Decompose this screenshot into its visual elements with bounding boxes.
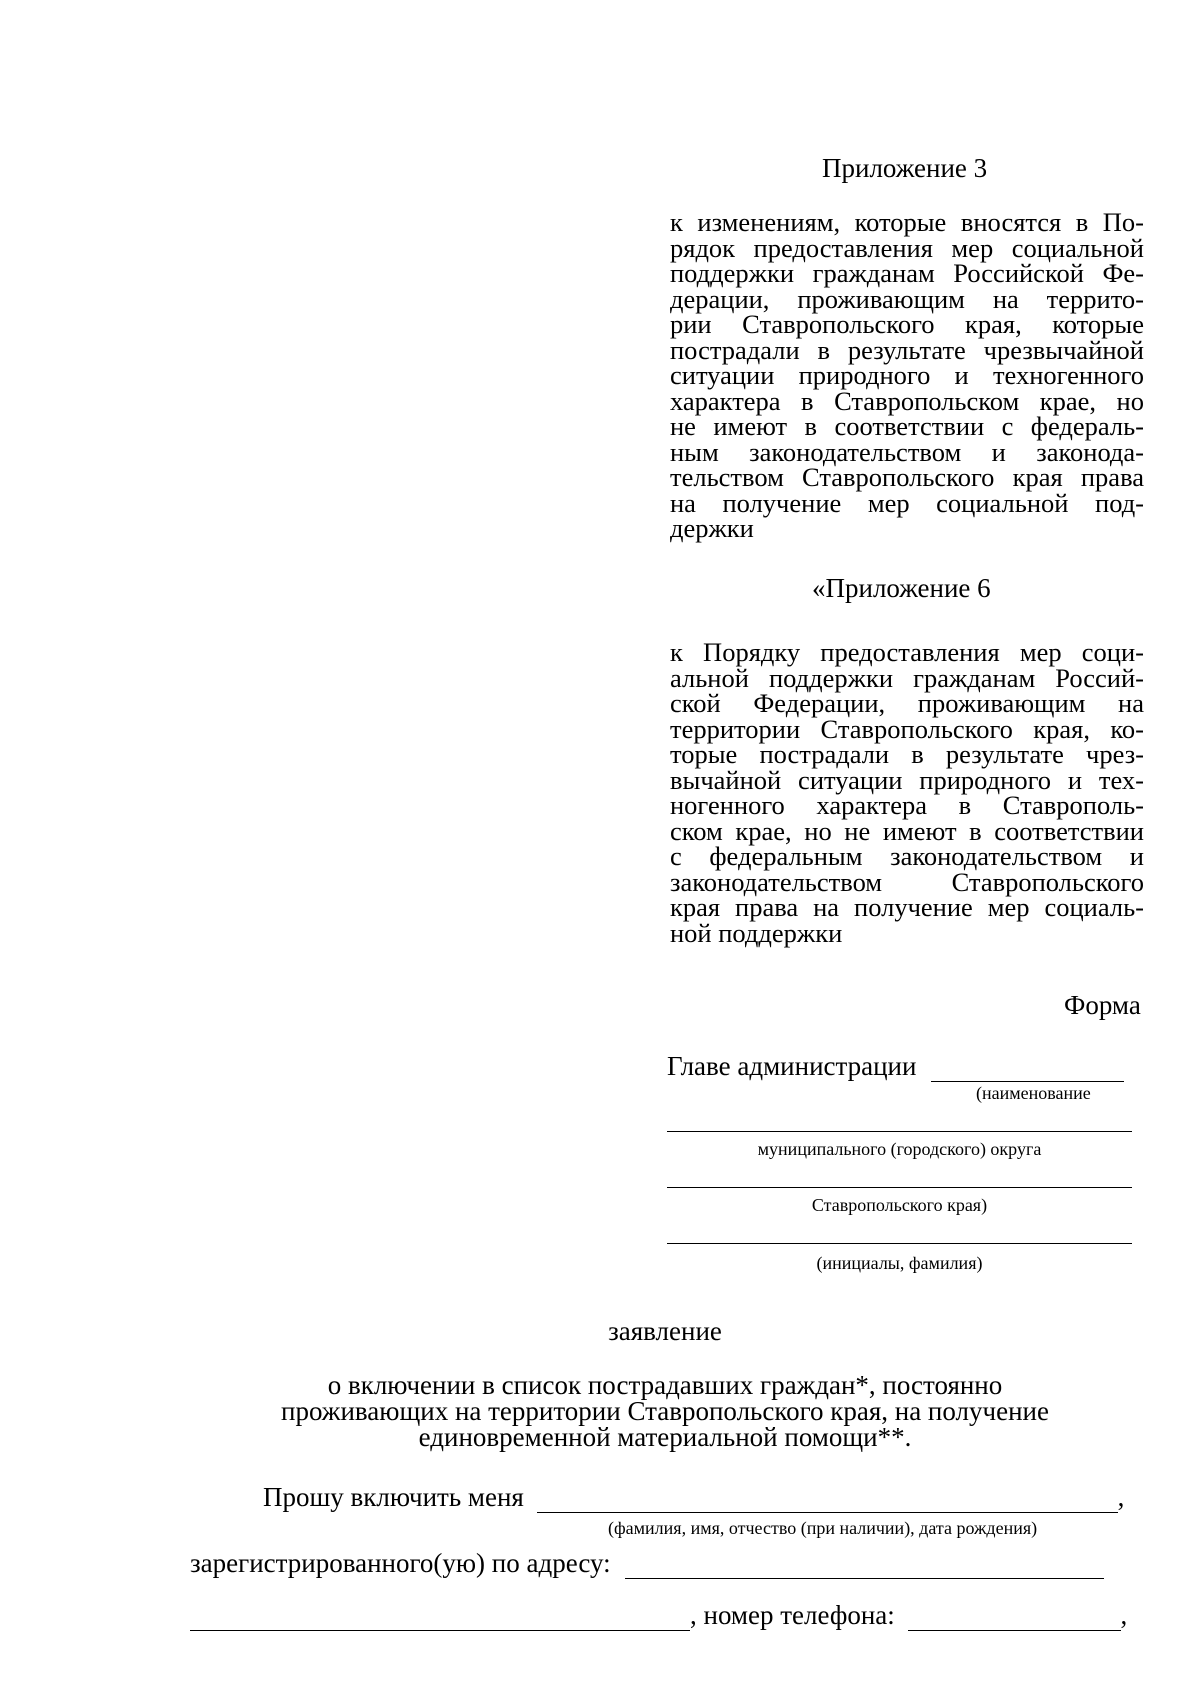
appendix-6-text-line-12: ной поддержки [670,917,843,948]
appendix-3-text-line-10: ным законодательством и законода- [670,436,1144,467]
phone-row [190,1600,1127,1631]
phone-comma: , [1120,1600,1128,1630]
appendix-3-text-line-9: не имеют в соответствии с федераль- [670,411,1144,441]
appendix-6-text-line-7: ногенного характера в Ставрополь- [670,790,1144,820]
form-label: Форма [1064,990,1141,1020]
appendix-6-text-line-2: альной поддержки гражданам Россий- [670,662,1144,693]
caption-district: муниципального (городского) округа [757,1139,1042,1159]
full-name-field[interactable] [537,1482,1118,1513]
appendix-3-text-line-6: пострадали в результате чрезвычайной [670,334,1144,365]
appendix-6-text-line-6: вычайной ситуации природного и тех- [670,764,1144,795]
statement-subtitle-line-3: единовременной материальной помощи**. [418,1422,912,1452]
district-line[interactable] [667,1131,1132,1132]
appendix-6-text-line-10: законодательством Ставропольского [670,866,1144,897]
appendix-3-text-line-3: поддержки гражданам Российской Фе- [670,258,1144,288]
appendix-3-text-line-12: на получение мер социальной под- [670,487,1144,518]
addressee-label: Главе администрации [667,1051,917,1081]
appendix-3-text-line-13: держки [670,513,754,543]
appendix-6-text-line-8: ском крае, но не имеют в соответствии [670,815,1144,846]
appendix-6-text-line-4: территории Ставропольского края, ко- [670,713,1144,744]
caption-region: Ставропольского края) [811,1195,988,1215]
addressee-name-field[interactable] [931,1051,1124,1082]
appendix-6-text-line-5: торые пострадали в результате чрез- [670,739,1144,769]
request-row [263,1482,1124,1513]
appendix-3-title: Приложение 3 [822,153,988,183]
appendix-3-text-line-4: дерации, проживающим на террито- [670,283,1144,314]
phone-field[interactable] [908,1600,1121,1631]
appendix-6-text [670,637,1144,948]
appendix-3-text-line-7: ситуации природного и техногенного [670,360,1144,390]
appendix-3-text-line-5: рии Ставропольского края, которые [670,309,1144,339]
address-field[interactable] [625,1548,1104,1579]
caption-name: (наименование [976,1083,1091,1103]
statement-subtitle-line-1: о включении в список пострадавших граждан*, постоянно [327,1370,1003,1400]
initials-line[interactable] [667,1243,1132,1244]
registered-row [190,1548,1104,1579]
appendix-6-title: «Приложение 6 [812,573,991,603]
appendix-6-text-line-3: ской Федерации, проживающим на [670,688,1144,718]
request-comma: , [1117,1482,1125,1512]
caption-initials: (инициалы, фамилия) [816,1253,983,1273]
appendix-6-text-line-1: к Порядку предоставления мер соци- [670,637,1144,667]
phone-label: , номер телефона: [690,1600,895,1630]
appendix-3-text [670,207,1144,543]
statement-title: заявление [608,1316,722,1346]
appendix-6-text-line-11: края права на получение мер социаль- [670,892,1144,922]
appendix-3-text-line-11: тельством Ставропольского края права [670,462,1144,492]
registered-label: зарегистрированного(ую) по адресу: [190,1548,611,1578]
appendix-6-text-line-9: с федеральным законодательством и [670,841,1144,871]
appendix-3-text-line-2: рядок предоставления мер социальной [670,232,1144,263]
request-label: Прошу включить меня [263,1482,524,1512]
statement-subtitle-line-2: проживающих на территории Ставропольского края, на получение [281,1396,1049,1426]
region-line[interactable] [667,1187,1132,1188]
address-continuation-field[interactable] [190,1600,690,1631]
addressee-row [667,1051,1124,1082]
request-caption: (фамилия, имя, отчество (при наличии), дата рождения) [608,1518,1038,1538]
appendix-3-text-line-1: к изменениям, которые вносятся в По- [670,207,1144,237]
appendix-3-text-line-8: характера в Ставропольском крае, но [670,385,1144,416]
